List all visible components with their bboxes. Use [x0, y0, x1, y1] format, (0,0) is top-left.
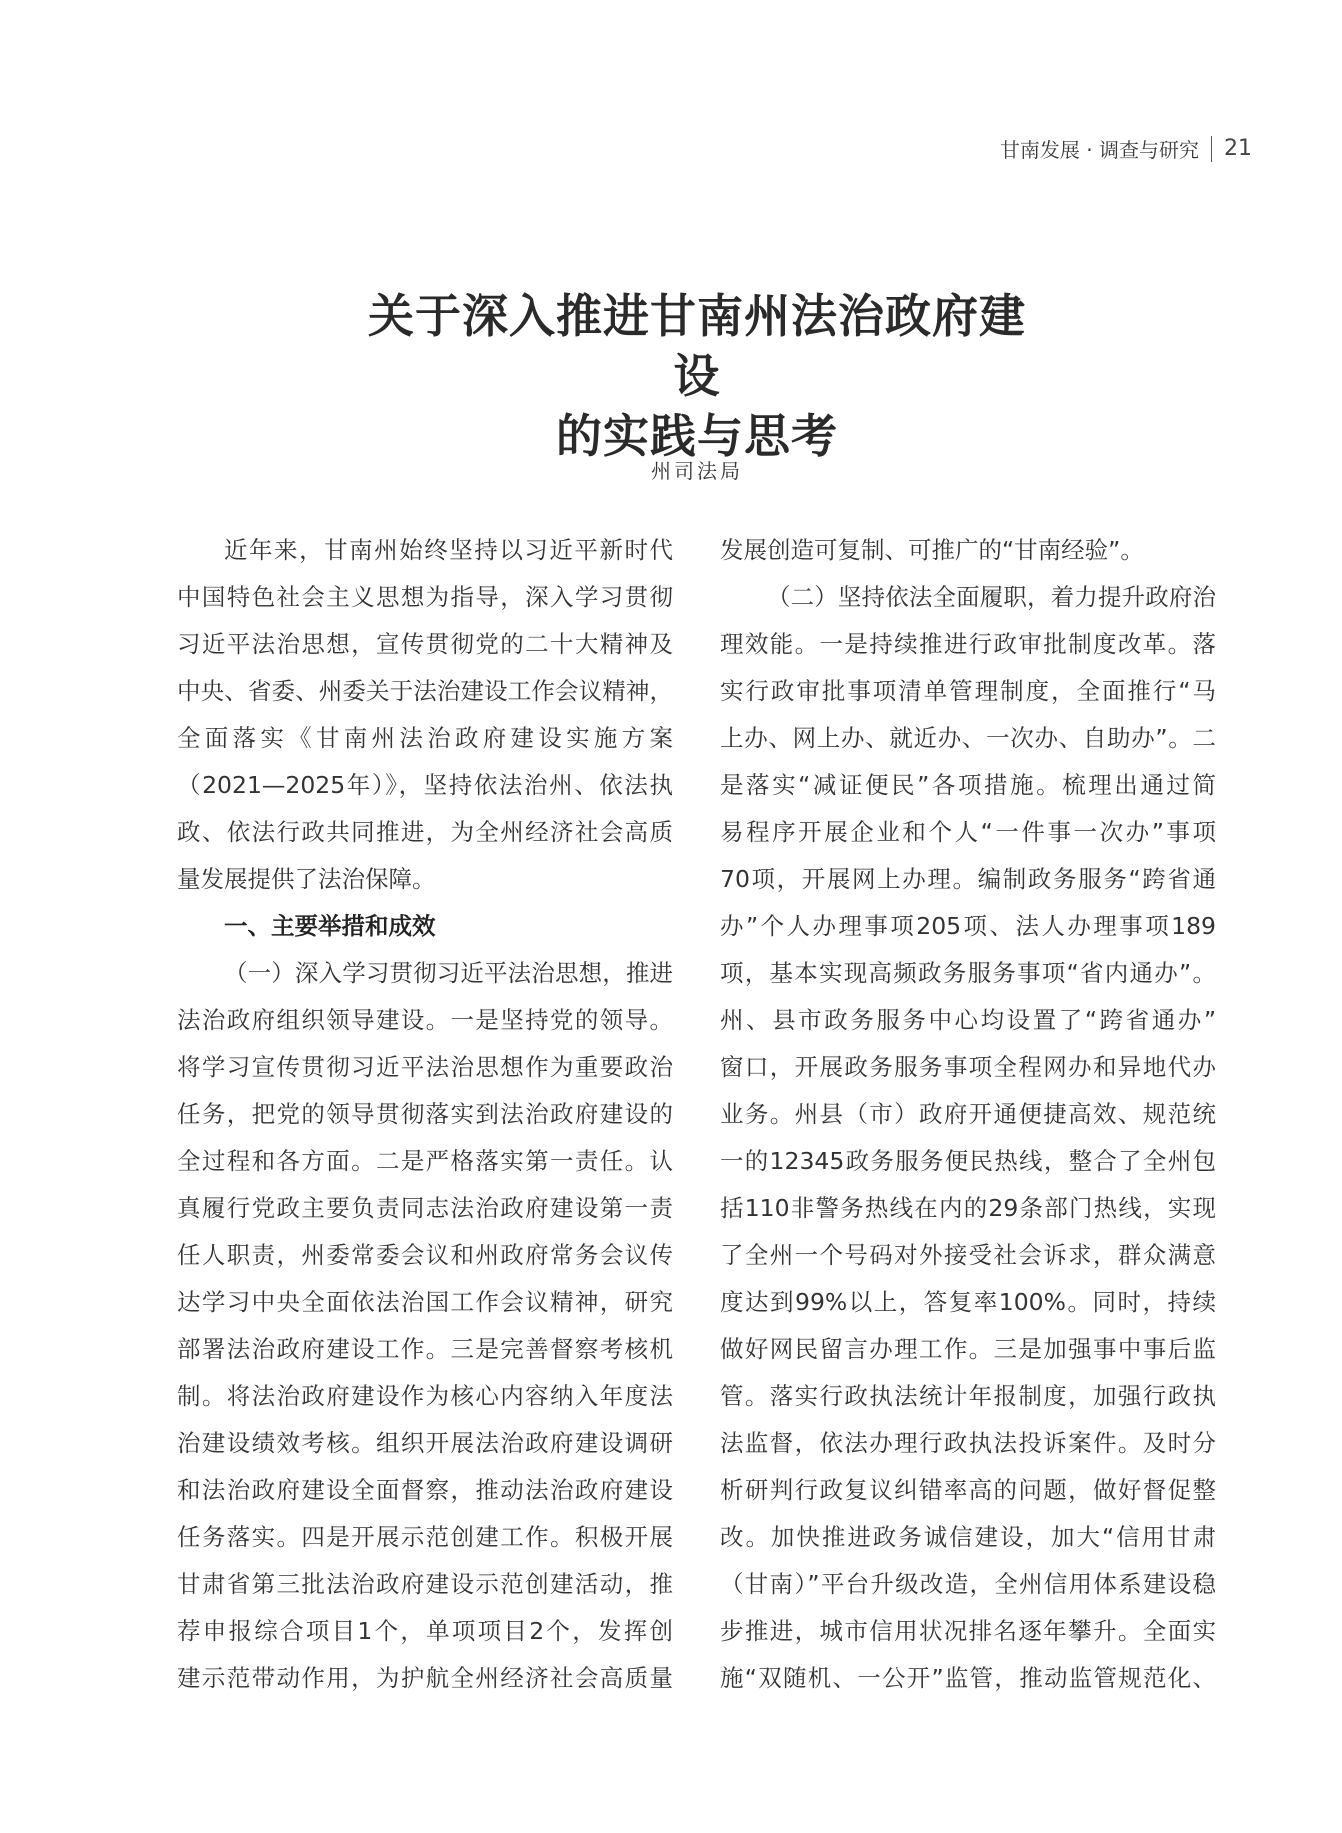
text-line: 改。加快推进政务诚信建设，加大“信用甘肃: [720, 1523, 1216, 1551]
text-line: 中央、省委、州委关于法治建设工作会议精神，: [177, 677, 673, 705]
text-line: 70项，开展网上办理。编制政务服务“跨省通: [720, 865, 1216, 893]
text-line: 括110非警务热线在内的29条部门热线，实现: [720, 1194, 1216, 1222]
text-line: 窗口，开展政务服务事项全程网办和异地代办: [720, 1053, 1216, 1081]
text-line: 习近平法治思想，宣传贯彻党的二十大精神及: [177, 630, 673, 658]
text-line: 一的12345政务服务便民热线，整合了全州包: [720, 1147, 1216, 1175]
text-line: 管。落实行政执法统计年报制度，加强行政执: [720, 1382, 1216, 1410]
text-line: 理效能。一是持续推进行政审批制度改革。落: [720, 630, 1216, 658]
text-line: 实行政审批事项清单管理制度，全面推行“马: [720, 677, 1216, 705]
text-line: 将学习宣传贯彻习近平法治思想作为重要政治: [177, 1053, 673, 1081]
text-line: 了全州一个号码对外接受社会诉求，群众满意: [720, 1241, 1216, 1269]
text-line: 任人职责，州委常委会议和州政府常务会议传: [177, 1241, 673, 1269]
text-line: （2021—2025年）》，坚持依法治州、依法执: [177, 771, 673, 799]
text-line: 达学习中央全面依法治国工作会议精神，研究: [177, 1288, 673, 1316]
body-column-right: [720, 527, 1216, 1702]
journal-section-name: 甘南发展 · 调查与研究: [999, 138, 1199, 162]
text-line: 部署法治政府建设工作。三是完善督察考核机: [177, 1335, 673, 1363]
text-line: 政、依法行政共同推进，为全州经济社会高质: [177, 818, 673, 846]
header-divider: [1211, 136, 1212, 162]
text-line: 任务落实。四是开展示范创建工作。积极开展: [177, 1523, 673, 1551]
text-line: 办”个人办理事项205项、法人办理事项189: [720, 912, 1216, 940]
page-number: 21: [1224, 136, 1252, 161]
text-line: 中国特色社会主义思想为指导，深入学习贯彻: [177, 583, 673, 611]
text-line: 全过程和各方面。二是严格落实第一责任。认: [177, 1147, 673, 1175]
text-line: 施“双随机、一公开”监管，推动监管规范化、: [720, 1664, 1216, 1692]
running-header: [1000, 134, 1252, 163]
title-line-2: 的实践与思考: [556, 409, 838, 463]
body-column-left: [177, 527, 673, 1702]
text-line: 上办、网上办、就近办、一次办、自助办”。二: [720, 724, 1216, 752]
text-line: 项，基本实现高频政务服务事项“省内通办”。: [720, 959, 1216, 987]
text-line: 任务，把党的领导贯彻落实到法治政府建设的: [177, 1100, 673, 1128]
title-line-1: 关于深入推进甘南州法治政府建设: [368, 289, 1026, 403]
text-line: 建示范带动作用，为护航全州经济社会高质量: [177, 1664, 673, 1692]
text-line: 甘肃省第三批法治政府建设示范创建活动，推: [177, 1570, 673, 1598]
text-line: 发展创造可复制、可推广的“甘南经验”。: [720, 536, 1144, 564]
text-line: （二）坚持依法全面履职，着力提升政府治: [767, 583, 1216, 611]
text-line: 做好网民留言办理工作。三是加强事中事后监: [720, 1335, 1216, 1363]
text-line: 近年来，甘南州始终坚持以习近平新时代: [224, 536, 673, 564]
text-line: （一）深入学习贯彻习近平法治思想，推进: [224, 959, 673, 987]
text-line: 州、县市政务服务中心均设置了“跨省通办”: [720, 1006, 1216, 1034]
text-line: 制。将法治政府建设作为核心内容纳入年度法: [177, 1382, 673, 1410]
text-line: 真履行党政主要负责同志法治政府建设第一责: [177, 1194, 673, 1222]
text-line: 全面落实《甘南州法治政府建设实施方案: [177, 724, 673, 752]
section-heading: 一、主要举措和成效: [224, 912, 436, 940]
text-line: 荐申报综合项目1个，单项项目2个，发挥创: [177, 1617, 673, 1645]
text-line: 治建设绩效考核。组织开展法治政府建设调研: [177, 1429, 673, 1457]
text-line: 业务。州县（市）政府开通便捷高效、规范统: [720, 1100, 1216, 1128]
article-author: 州司法局: [651, 459, 743, 483]
text-line: 量发展提供了法治保障。: [177, 865, 436, 893]
article-title: [347, 286, 1047, 466]
text-line: 和法治政府建设全面督察，推动法治政府建设: [177, 1476, 673, 1504]
text-line: 是落实“减证便民”各项措施。梳理出通过简: [720, 771, 1216, 799]
text-line: 法治政府组织领导建设。一是坚持党的领导。: [177, 1006, 673, 1034]
text-line: 度达到99%以上，答复率100%。同时，持续: [720, 1288, 1216, 1316]
text-line: 步推进，城市信用状况排名逐年攀升。全面实: [720, 1617, 1216, 1645]
text-line: 易程序开展企业和个人“一件事一次办”事项: [720, 818, 1216, 846]
text-line: （甘南）”平台升级改造，全州信用体系建设稳: [720, 1570, 1216, 1598]
text-line: 法监督，依法办理行政执法投诉案件。及时分: [720, 1429, 1216, 1457]
text-line: 析研判行政复议纠错率高的问题，做好督促整: [720, 1476, 1216, 1504]
